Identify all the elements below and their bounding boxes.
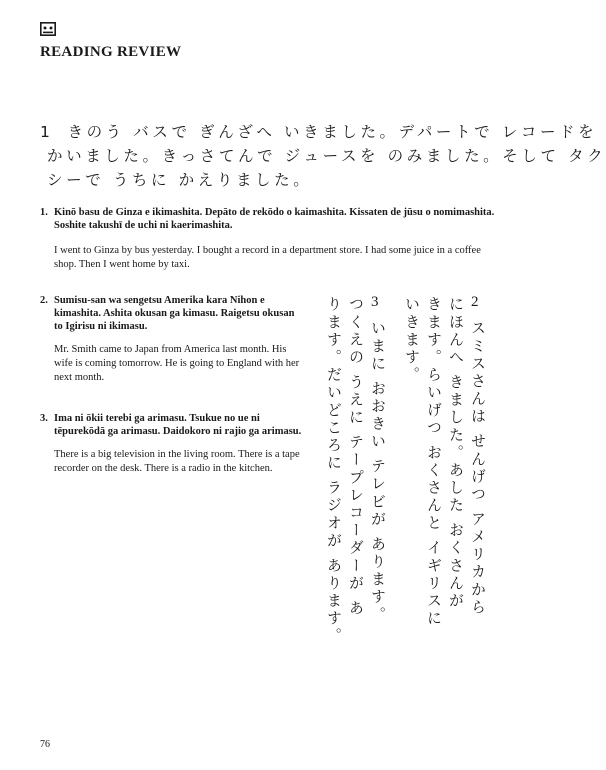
section3-english: There is a big television in the living room. There is a tape recorder on the desk. There is a radio in the kitchen. <box>54 449 300 474</box>
section2-vertical-line-3: きます。らいげつ おくさんと イギリスに <box>425 296 443 628</box>
section2-number: 2. <box>40 295 48 306</box>
section1-japanese-line-2: かいました。きっさてんで ジュースを のみました。そして タク <box>47 147 606 165</box>
section2-vertical-number: 2 <box>471 294 479 310</box>
section2-vertical-line-4: いきます。 <box>403 296 421 384</box>
section1-romaji: Kinō basu de Ginza e ikimashita. Depāto de rekōdo o kaimashita. Kissaten de jūsu o nomimashita. Soshite takushī de uchi ni kaerimashita. <box>54 207 495 231</box>
section1-romaji-number: 1. <box>40 207 48 218</box>
section3-number: 3. <box>40 413 48 424</box>
section2-romaji: Sumisu-san wa sengetsu Amerika kara Nihon e kimashita. Ashita okusan ga kimasu. Raigetsu okusan to Igirisu ni ikimasu. <box>54 295 295 332</box>
section3-translation <box>40 412 302 476</box>
section1-japanese-line-3: シーで うちに かえりました。 <box>47 171 313 189</box>
section1-number: 1 <box>40 123 54 141</box>
page-number: 76 <box>40 739 50 750</box>
section1-japanese <box>40 120 606 192</box>
section3-vertical-line-2: つくえの うえに テープレコーダーが あ <box>347 296 365 618</box>
section2-english: Mr. Smith came to Japan from America last month. His wife is coming tomorrow. He is going to England with her next month. <box>54 344 300 383</box>
section1-translation <box>40 206 495 272</box>
cassette-tape-icon <box>40 22 56 36</box>
section2-translation <box>40 294 302 385</box>
section1-japanese-line-1: 1 きのう バスで ぎんざへ いきました。デパートで レコードを <box>40 123 598 141</box>
section3-vertical-line-1: いまに おおきい テレビが あります。 <box>369 320 387 624</box>
section3-vertical-line-3: ります。だいどころに ラジオが あります。 <box>325 296 343 646</box>
section2-vertical-line-1: スミスさんは せんげつ アメリカから <box>469 320 487 617</box>
page-title: READING REVIEW <box>40 44 182 60</box>
section1-english: I went to Ginza by bus yesterday. I bought a record in a department store. I had some juice in a coffee shop. Then I went home by taxi. <box>54 245 481 270</box>
section3-romaji: Ima ni ōkii terebi ga arimasu. Tsukue no ue ni tēpurekōdā ga arimasu. Daidokoro ni rajio ga arimasu. <box>54 413 302 437</box>
section2-vertical-line-2: にほんへ きました。あした おくさんが <box>447 296 465 610</box>
section3-vertical-number: 3 <box>371 294 379 310</box>
